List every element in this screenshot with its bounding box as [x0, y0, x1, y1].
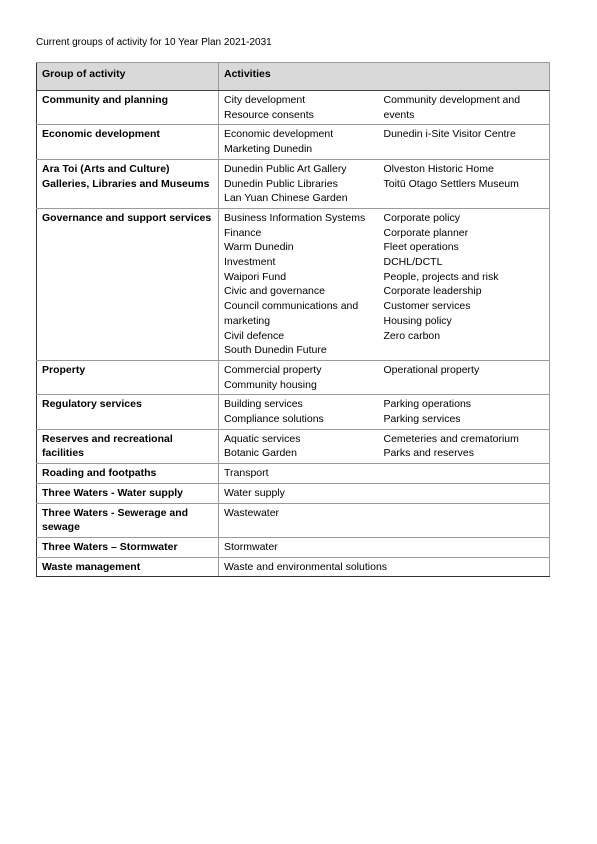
activities-cell-right-line: Housing policy [383, 314, 452, 327]
table-row [37, 360, 550, 394]
group-cell-line: Reserves and recreational [42, 432, 173, 445]
table-row [37, 91, 550, 125]
group-cell [37, 208, 219, 360]
activities-cell-line: Wastewater [224, 506, 280, 519]
group-cell-line: facilities [42, 447, 85, 460]
activities-cell-right-line: DCHL/DCTL [383, 256, 443, 269]
activities-cell [219, 464, 550, 484]
activities-cell-right-line: Dunedin i-Site Visitor Centre [383, 128, 516, 141]
group-cell [37, 464, 219, 484]
activities-cell-left-line: Marketing Dunedin [224, 143, 313, 156]
group-cell [37, 503, 219, 537]
activities-cell-left-line: Finance [224, 226, 262, 239]
activities-cell-left-line: Dunedin Public Art Gallery [224, 162, 347, 175]
activities-cell-left-line: Waipori Fund [224, 270, 287, 283]
activities-cell [219, 537, 550, 557]
group-cell-line: Three Waters - Water supply [42, 486, 184, 499]
activities-cell-line: Water supply [224, 486, 285, 499]
table-row [37, 537, 550, 557]
activities-cell-left-line: marketing [224, 314, 271, 327]
activities-cell-right [379, 208, 550, 360]
page-heading: Current groups of activity for 10 Year Plan 2021-2031 [36, 37, 272, 48]
activities-cell-left [219, 360, 379, 394]
activities-cell-left-line: Lan Yuan Chinese Garden [224, 192, 348, 205]
activities-cell-left-line: Dunedin Public Libraries [224, 177, 338, 190]
activities-cell-right [379, 429, 550, 463]
table-row [37, 395, 550, 429]
table-header-row [37, 63, 550, 91]
group-cell-line: Governance and support services [42, 211, 212, 224]
activities-cell-left-line: Council communications and [224, 300, 359, 313]
activities-cell-left-line: Resource consents [224, 108, 314, 121]
activity-table [36, 62, 550, 577]
table-row [37, 125, 550, 159]
group-cell [37, 557, 219, 577]
group-cell-line: Waste management [42, 560, 141, 573]
activities-cell-left [219, 208, 379, 360]
activities-cell-left [219, 125, 379, 159]
activities-cell-left-line: Building services [224, 398, 303, 411]
group-cell-line: Economic development [42, 128, 160, 141]
activities-cell-left-line: Investment [224, 256, 276, 269]
activities-cell-right-line: Zero carbon [383, 329, 441, 342]
activities-cell-right [379, 159, 550, 208]
group-cell-line: Community and planning [42, 94, 168, 106]
activities-cell-left-line: Community housing [224, 378, 317, 391]
table-row [37, 503, 550, 537]
activities-cell [219, 503, 550, 537]
activities-cell-right-line: Cemeteries and crematorium [383, 432, 519, 445]
activities-cell-left-line: Compliance solutions [224, 413, 324, 426]
activities-cell-left [219, 429, 379, 463]
activities-cell-right-line: Olveston Historic Home [383, 162, 494, 175]
table-row [37, 483, 550, 503]
group-cell [37, 429, 219, 463]
activities-cell-right-line: People, projects and risk [383, 270, 499, 283]
group-cell [37, 360, 219, 394]
activities-cell-left-line: City development [224, 94, 306, 106]
table-row [37, 464, 550, 484]
activities-cell-right-line: Fleet operations [383, 241, 459, 254]
group-cell-line: Three Waters - Sewerage and [42, 506, 189, 519]
activities-cell-left-line: South Dunedin Future [224, 344, 327, 357]
activities-cell-left-line: Civic and governance [224, 285, 325, 298]
activities-cell-right [379, 395, 550, 429]
activities-cell-right-line: Parking operations [383, 398, 472, 411]
activities-cell-left-line: Botanic Garden [224, 447, 297, 460]
activities-cell-right [379, 125, 550, 159]
activities-cell-right-line: Parks and reserves [383, 447, 474, 460]
activities-cell [219, 557, 550, 577]
activities-cell [219, 483, 550, 503]
table-body [37, 91, 550, 577]
group-cell-line: Three Waters – Stormwater [42, 540, 178, 553]
activities-cell-left [219, 395, 379, 429]
group-cell-line: Ara Toi (Arts and Culture) [42, 162, 170, 175]
table-row [37, 159, 550, 208]
table-row [37, 208, 550, 360]
activities-cell-right-line: Toitū Otago Settlers Museum [383, 177, 519, 190]
activities-cell-right-line: Customer services [383, 300, 471, 313]
activities-cell-left-line: Economic development [224, 128, 334, 141]
group-cell-line: Property [42, 363, 86, 376]
activities-cell-right [379, 91, 550, 125]
activities-cell-left-line: Aquatic services [224, 432, 301, 445]
group-cell [37, 395, 219, 429]
activities-cell-right [379, 360, 550, 394]
group-cell-line: Roading and footpaths [42, 467, 157, 480]
table-row [37, 557, 550, 577]
activities-cell-right-line: Community development and [383, 94, 521, 106]
activities-cell-right-line: Corporate leadership [383, 285, 482, 298]
activities-cell-right-line: events [383, 108, 415, 121]
activities-cell-right-line: Parking services [383, 413, 461, 426]
activities-cell-left-line: Commercial property [224, 363, 322, 376]
group-cell [37, 125, 219, 159]
activities-cell-right-line: Corporate planner [383, 226, 469, 239]
group-cell-line: sewage [42, 521, 80, 534]
activities-cell-left [219, 91, 379, 125]
table-row [37, 429, 550, 463]
group-cell [37, 159, 219, 208]
activities-cell-right-line: Operational property [383, 363, 480, 376]
activities-cell-left-line: Civil defence [224, 329, 285, 342]
activities-cell-left-line: Warm Dunedin [224, 241, 294, 254]
activities-cell-line: Stormwater [224, 540, 278, 553]
activities-cell-right-line: Corporate policy [383, 211, 460, 224]
activities-cell-line: Waste and environmental solutions [224, 560, 388, 573]
activities-cell-line: Transport [224, 467, 269, 480]
group-cell [37, 537, 219, 557]
group-cell [37, 91, 219, 125]
group-cell-line: Regulatory services [42, 398, 142, 411]
group-cell-line: Galleries, Libraries and Museums [42, 177, 210, 190]
header-activities: Activities [219, 63, 550, 91]
group-cell [37, 483, 219, 503]
activities-cell-left-line: Business Information Systems [224, 211, 366, 224]
header-group-of-activity: Group of activity [37, 63, 219, 91]
activities-cell-left [219, 159, 379, 208]
